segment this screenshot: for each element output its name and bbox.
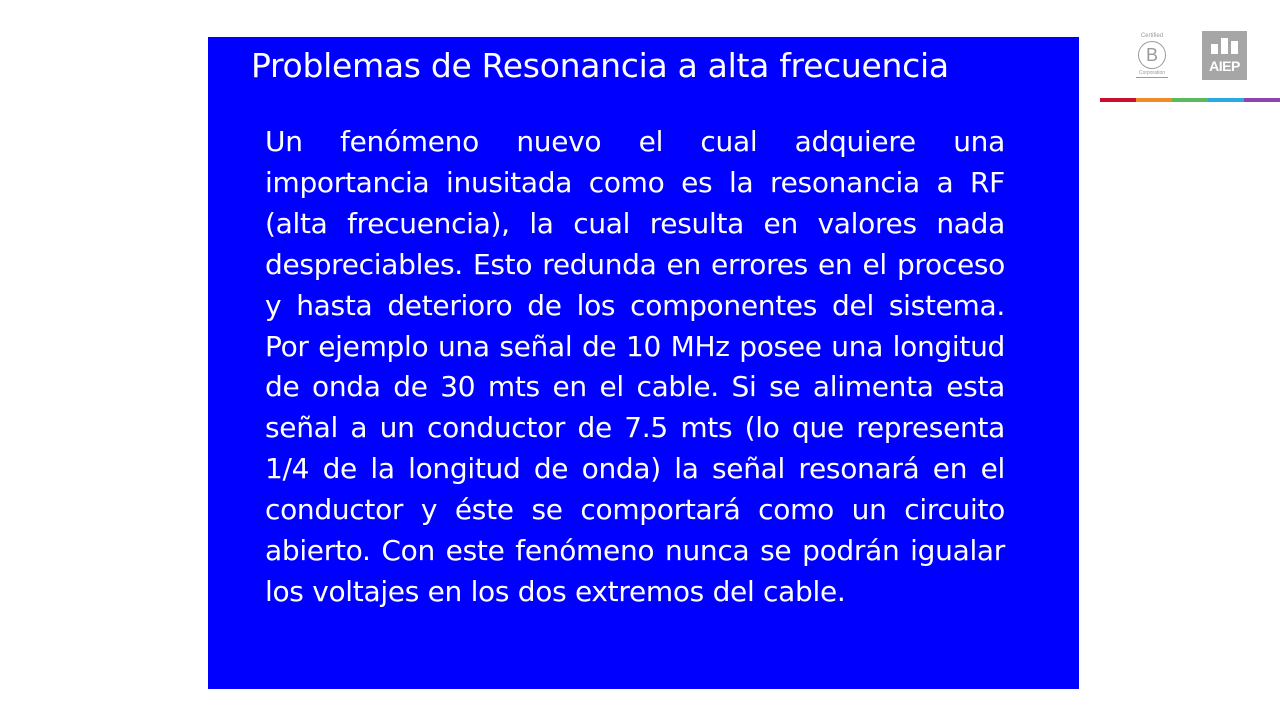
slide-body-text: Un fenómeno nuevo el cual adquiere una importancia inusitada como es la resonancia a RF (alta frecuencia), la cual resulta en valores nada despreciables. Esto redunda en errores en el proceso y hasta deterioro de los componentes del sistema. Por ejemplo una señal de 10 MHz posee una longitud de onda de 30 mts en el cable. Si se alimenta esta señal a un conductor de 7.5 mts (lo que representa 1/4 de la longitud de onda) la señal resonará en el conductor y éste se comportará como un circuito abierto. Con este fenómeno nunca se podrán igualar los voltajes en los dos extremos del cable.	[265, 125, 1005, 608]
bcorp-logo	[1132, 32, 1172, 80]
brand-stripe-segment	[1208, 98, 1244, 102]
brand-stripe-segment	[1136, 98, 1172, 102]
brand-stripe-segment	[1172, 98, 1208, 102]
slide	[208, 37, 1079, 689]
brand-stripe-segment	[1100, 98, 1136, 102]
aiep-wordmark: AIEP	[1209, 58, 1240, 74]
brand-stripe-segment	[1244, 98, 1280, 102]
bcorp-corporation-label: Corporation	[1136, 69, 1168, 78]
aiep-logo	[1202, 31, 1247, 80]
branding-header	[1100, 28, 1280, 108]
aiep-bars-icon	[1211, 38, 1239, 54]
brand-color-stripe	[1100, 98, 1280, 102]
bcorp-b-icon	[1138, 41, 1166, 69]
bcorp-letter: B	[1145, 45, 1158, 65]
slide-title: Problemas de Resonancia a alta frecuencia	[251, 46, 949, 85]
bcorp-certified-label: Certified	[1140, 33, 1164, 39]
